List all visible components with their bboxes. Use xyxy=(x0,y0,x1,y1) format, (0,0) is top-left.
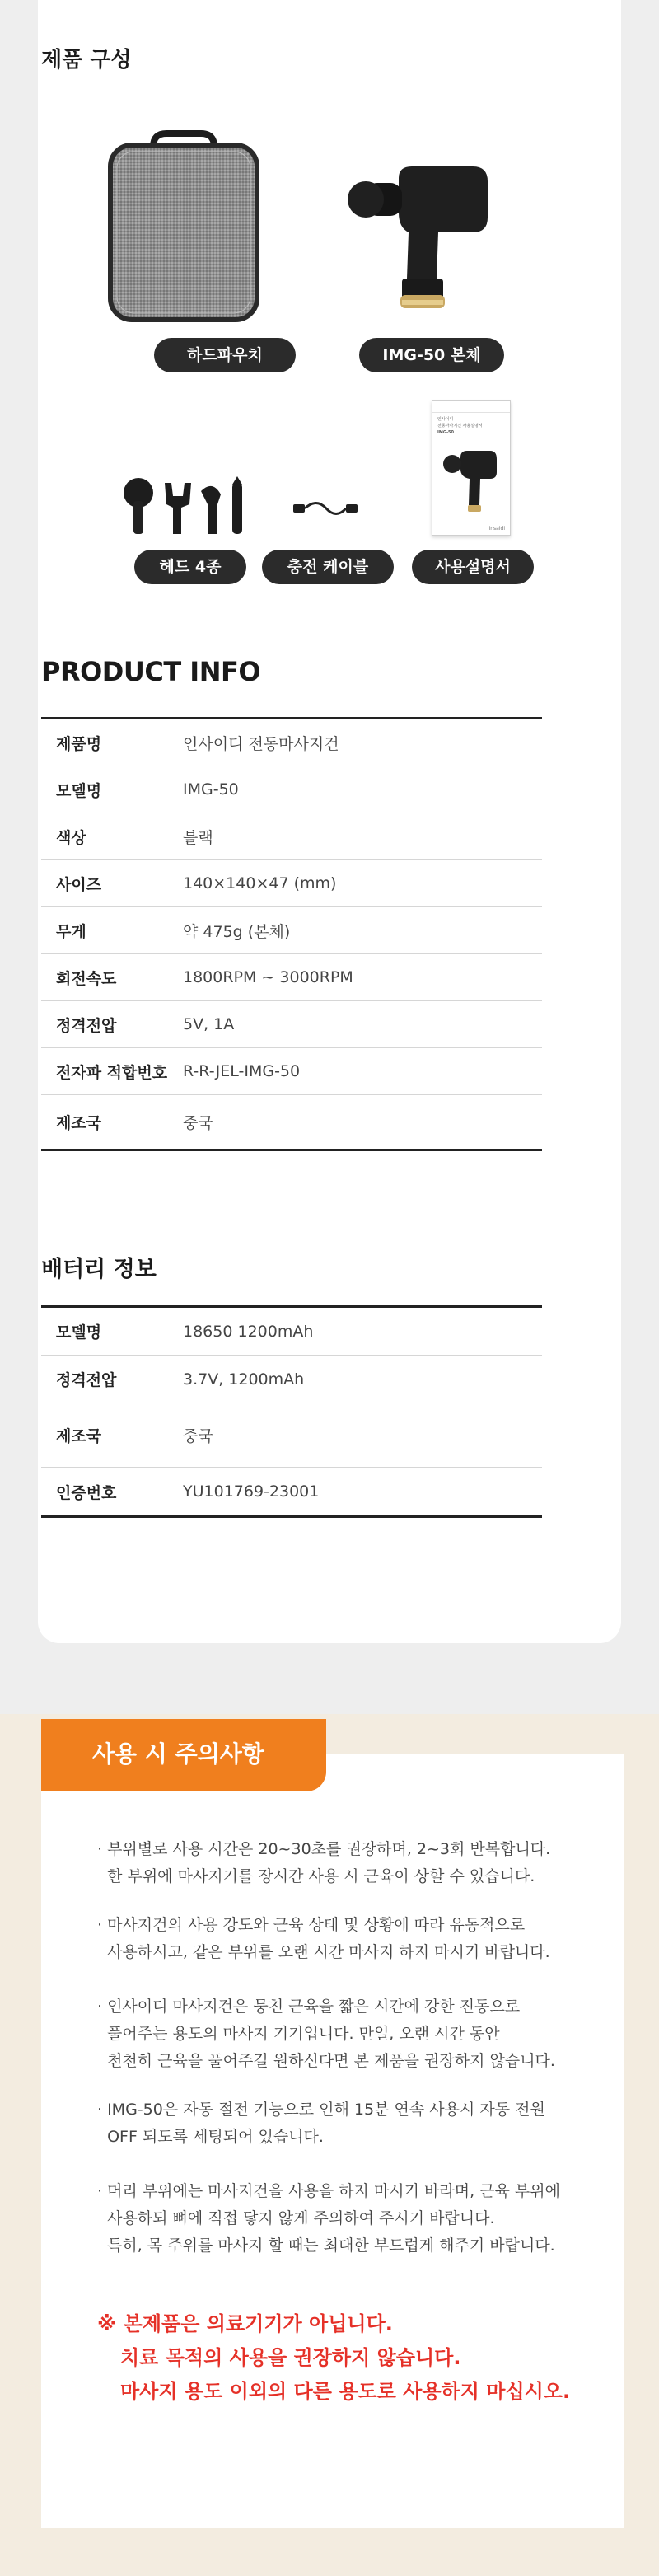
caution-note-1 xyxy=(97,1836,591,1890)
table-row xyxy=(41,860,542,907)
manual-gun-icon xyxy=(432,439,512,522)
manual-line-3: IMG-50 xyxy=(437,430,454,435)
item-label-cable: 충전 케이블 xyxy=(262,550,394,584)
row-key: 정격전압 xyxy=(56,1016,117,1035)
row-key: 인증번호 xyxy=(56,1483,117,1502)
warning-line: 치료 목적의 사용을 권장하지 않습니다. xyxy=(120,2346,461,2369)
manual-line-2: 전동마사지건 사용설명서 xyxy=(437,424,483,429)
warning-line: ※ 본제품은 의료기기가 아닙니다. xyxy=(97,2312,393,2335)
row-key: 정격전압 xyxy=(56,1371,117,1389)
row-value: 1800RPM ~ 3000RPM xyxy=(183,968,353,986)
table-row xyxy=(41,1048,542,1095)
table-row xyxy=(41,1356,542,1403)
product-info-table xyxy=(41,717,542,1151)
item-label-heads: 헤드 4종 xyxy=(134,550,246,584)
battery-table xyxy=(41,1305,542,1518)
caution-note-3 xyxy=(97,1993,591,2075)
row-value: 3.7V, 1200mAh xyxy=(183,1370,305,1389)
manual-line-1: 인사이디 xyxy=(437,417,454,422)
row-key: 제품명 xyxy=(56,734,102,753)
note-line: 한 부위에 마사지기를 장시간 사용 시 근육이 상할 수 있습니다. xyxy=(97,1867,535,1885)
row-value: YU101769-23001 xyxy=(183,1482,320,1501)
row-value: R-R-JEL-IMG-50 xyxy=(183,1062,301,1080)
note-line: 특히, 목 주위를 마사지 할 때는 최대한 부드럽게 해주기 바랍니다. xyxy=(97,2236,555,2255)
table-row xyxy=(41,766,542,813)
note-line: 사용하되 뼈에 직접 닿지 않게 주의하여 주시기 바랍니다. xyxy=(97,2209,495,2227)
table-row xyxy=(41,1095,542,1149)
caution-note-5 xyxy=(97,2178,591,2260)
battery-title: 배터리 정보 xyxy=(41,1257,157,1282)
row-value: IMG-50 xyxy=(183,780,239,799)
table-row xyxy=(41,1403,542,1468)
row-value: 18650 1200mAh xyxy=(183,1322,314,1341)
product-info-title: PRODUCT INFO xyxy=(41,656,261,687)
composition-title: 제품 구성 xyxy=(41,48,132,73)
table-row xyxy=(41,954,542,1001)
table-row xyxy=(41,1468,542,1515)
note-line: 사용하시고, 같은 부위를 오랜 시간 마사지 하지 마시기 바랍니다. xyxy=(97,1943,550,1961)
row-key: 회전속도 xyxy=(56,969,117,988)
img50-body-image xyxy=(341,155,514,320)
note-line: · 머리 부위에는 마사지건을 사용을 하지 마시기 바라며, 근육 부위에 xyxy=(97,2182,560,2200)
row-key: 색상 xyxy=(56,828,86,847)
item-label-pouch: 하드파우치 xyxy=(154,338,296,372)
table-row xyxy=(41,1308,542,1356)
item-label-body: IMG-50 본체 xyxy=(359,338,504,372)
row-value: 중국 xyxy=(183,1114,213,1132)
charging-cable-image xyxy=(288,494,362,524)
note-line: 천천히 근육을 풀어주길 원하신다면 본 제품을 권장하지 않습니다. xyxy=(97,2052,555,2070)
row-key: 사이즈 xyxy=(56,875,102,894)
table-row xyxy=(41,719,542,766)
table-row xyxy=(41,813,542,860)
note-line: · IMG-50은 자동 절전 기능으로 인해 15분 연속 사용시 자동 전원 xyxy=(97,2101,545,2119)
user-manual-image xyxy=(432,400,511,536)
row-key: 전자파 적합번호 xyxy=(56,1063,168,1082)
caution-title: 사용 시 주의사항 xyxy=(41,1719,326,1791)
manual-brand: insaidi xyxy=(488,526,505,532)
hard-pouch-image xyxy=(105,130,262,325)
warning-line: 마사지 용도 이외의 다른 용도로 사용하지 마십시오. xyxy=(120,2380,571,2403)
note-line: · 마사지건의 사용 강도와 근육 상태 및 상황에 따라 유동적으로 xyxy=(97,1916,526,1934)
row-value: 5V, 1A xyxy=(183,1015,235,1033)
row-key: 제조국 xyxy=(56,1427,102,1445)
row-key: 모델명 xyxy=(56,781,102,800)
table-row xyxy=(41,1001,542,1048)
row-value: 140×140×47 (mm) xyxy=(183,874,337,892)
row-key: 제조국 xyxy=(56,1114,102,1132)
note-line: 풀어주는 용도의 마사지 기기입니다. 만일, 오랜 시간 동안 xyxy=(97,2025,500,2043)
row-value: 인사이디 전동마사지건 xyxy=(183,734,339,753)
row-value: 약 475g (본체) xyxy=(183,922,291,941)
massage-heads-image xyxy=(119,471,267,541)
row-value: 중국 xyxy=(183,1427,213,1445)
note-line: OFF 되도록 세팅되어 있습니다. xyxy=(97,2128,324,2146)
row-key: 무게 xyxy=(56,922,86,941)
caution-note-4 xyxy=(97,2096,591,2151)
table-row xyxy=(41,907,542,954)
row-key: 모델명 xyxy=(56,1323,102,1342)
item-label-manual: 사용설명서 xyxy=(412,550,534,584)
medical-warning xyxy=(97,2307,591,2409)
note-line: · 인사이디 마사지건은 뭉친 근육을 짧은 시간에 강한 진동으로 xyxy=(97,1998,521,2016)
note-line: · 부위별로 사용 시간은 20~30초를 권장하며, 2~3회 반복합니다. xyxy=(97,1840,551,1858)
row-value: 블랙 xyxy=(183,828,213,847)
caution-note-2 xyxy=(97,1912,591,1966)
